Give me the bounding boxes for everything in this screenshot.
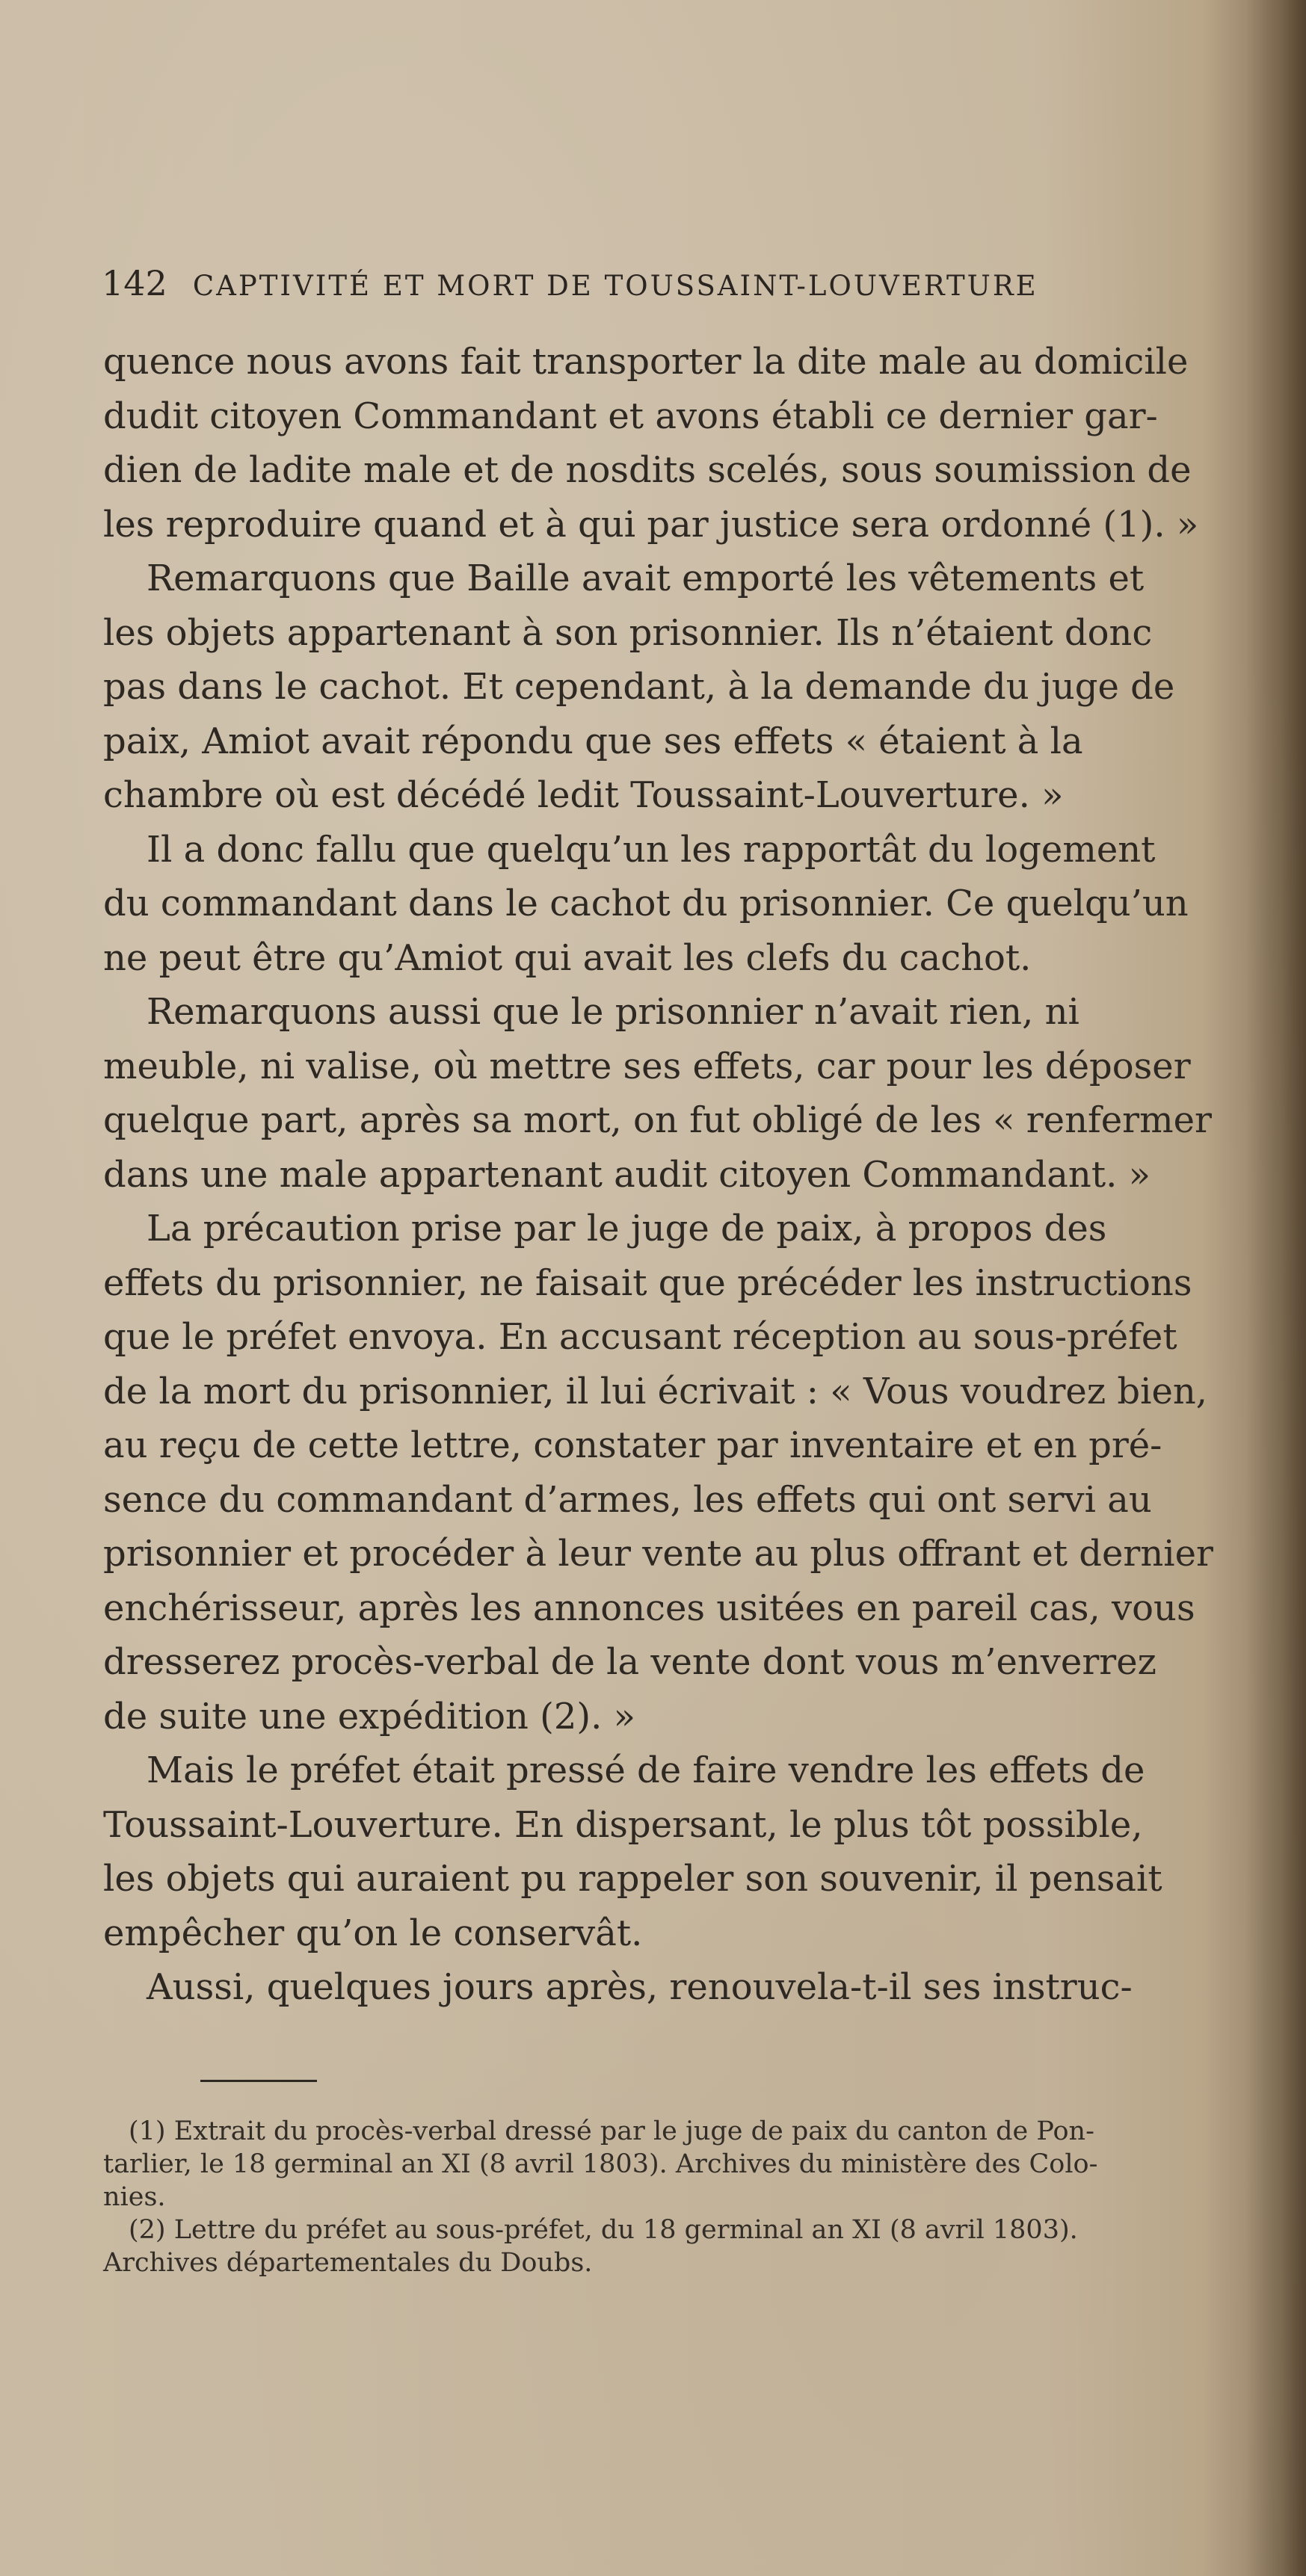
paragraph-start-line: Aussi, quelques jours après, renouvela-t-il ses instruc- (147, 1966, 1133, 2008)
paragraph-start-line: La précaution prise par le juge de paix, à propos des (147, 1208, 1107, 1250)
text-line: prisonnier et procéder à leur vente au plus offrant et dernier (103, 1533, 1213, 1575)
text-line: empêcher qu’on le conservât. (103, 1912, 643, 1954)
footnote-line: tarlier, le 18 germinal an XI (8 avril 1803). Archives du ministère des Colo- (103, 2149, 1098, 2179)
footnote-line: Archives départementales du Doubs. (103, 2248, 593, 2278)
text-line: au reçu de cette lettre, constater par inventaire et en pré- (103, 1424, 1162, 1466)
text-line: paix, Amiot avait répondu que ses effets « étaient à la (103, 720, 1083, 762)
text-line: sence du commandant d’armes, les effets qui ont servi au (103, 1478, 1152, 1521)
text-line: dudit citoyen Commandant et avons établi ce dernier gar- (103, 395, 1158, 437)
text-line: quelque part, après sa mort, on fut obligé de les « renfermer (103, 1099, 1212, 1141)
text-line: les reproduire quand et à qui par justice sera ordonné (1). » (103, 503, 1199, 546)
running-title: CAPTIVITÉ ET MORT DE TOUSSAINT-LOUVERTURE (192, 270, 1038, 302)
page-number: 142 (102, 263, 167, 303)
paragraph-start-line: Remarquons que Baille avait emporté les vêtements et (147, 557, 1145, 599)
paragraph-start-line: Mais le préfet était pressé de faire vendre les effets de (147, 1749, 1145, 1791)
text-line: meuble, ni valise, où mettre ses effets, car pour les déposer (103, 1045, 1191, 1087)
text-line: dans une male appartenant audit citoyen Commandant. » (103, 1153, 1151, 1196)
text-line: les objets qui auraient pu rappeler son souvenir, il pensait (103, 1858, 1162, 1900)
text-line: dien de ladite male et de nosdits scelés, sous soumission de (103, 449, 1192, 491)
text-line: enchérisseur, après les annonces usitées en pareil cas, vous (103, 1587, 1195, 1629)
footnotes (103, 2115, 1269, 2279)
text-line: Toussaint-Louverture. En dispersant, le plus tôt possible, (103, 1803, 1143, 1846)
page-header (102, 263, 1178, 308)
text-line: les objets appartenant à son prisonnier. Ils n’étaient donc (103, 611, 1153, 654)
text-line: effets du prisonnier, ne faisait que précéder les instructions (103, 1261, 1192, 1304)
text-line: chambre où est décédé ledit Toussaint-Louverture. » (103, 774, 1064, 816)
footnote-line: (1) Extrait du procès-verbal dressé par le juge de paix du canton de Pon- (129, 2116, 1094, 2146)
text-line: que le préfet envoya. En accusant réception au sous-préfet (103, 1316, 1177, 1358)
text-line: pas dans le cachot. Et cependant, à la demande du juge de (103, 666, 1175, 708)
text-line: de la mort du prisonnier, il lui écrivait : « Vous voudrez bien, (103, 1370, 1208, 1412)
text-line: du commandant dans le cachot du prisonnier. Ce quelqu’un (103, 883, 1189, 924)
text-line: de suite une expédition (2). » (103, 1695, 636, 1738)
text-line: quence nous avons fait transporter la dite male au domicile (103, 341, 1189, 383)
footnote-rule (200, 2080, 317, 2082)
text-line: dresserez procès-verbal de la vente dont vous m’enverrez (103, 1641, 1156, 1683)
footnote-line: nies. (103, 2182, 166, 2212)
text-line: ne peut être qu’Amiot qui avait les clefs du cachot. (103, 936, 1032, 979)
paragraph-start-line: Remarquons aussi que le prisonnier n’avait rien, ni (147, 991, 1079, 1033)
footnote-line: (2) Lettre du préfet au sous-préfet, du 18 germinal an XI (8 avril 1803). (129, 2215, 1078, 2245)
body-text (103, 335, 1254, 2015)
paragraph-start-line: Il a donc fallu que quelqu’un les rapportât du logement (147, 828, 1156, 871)
